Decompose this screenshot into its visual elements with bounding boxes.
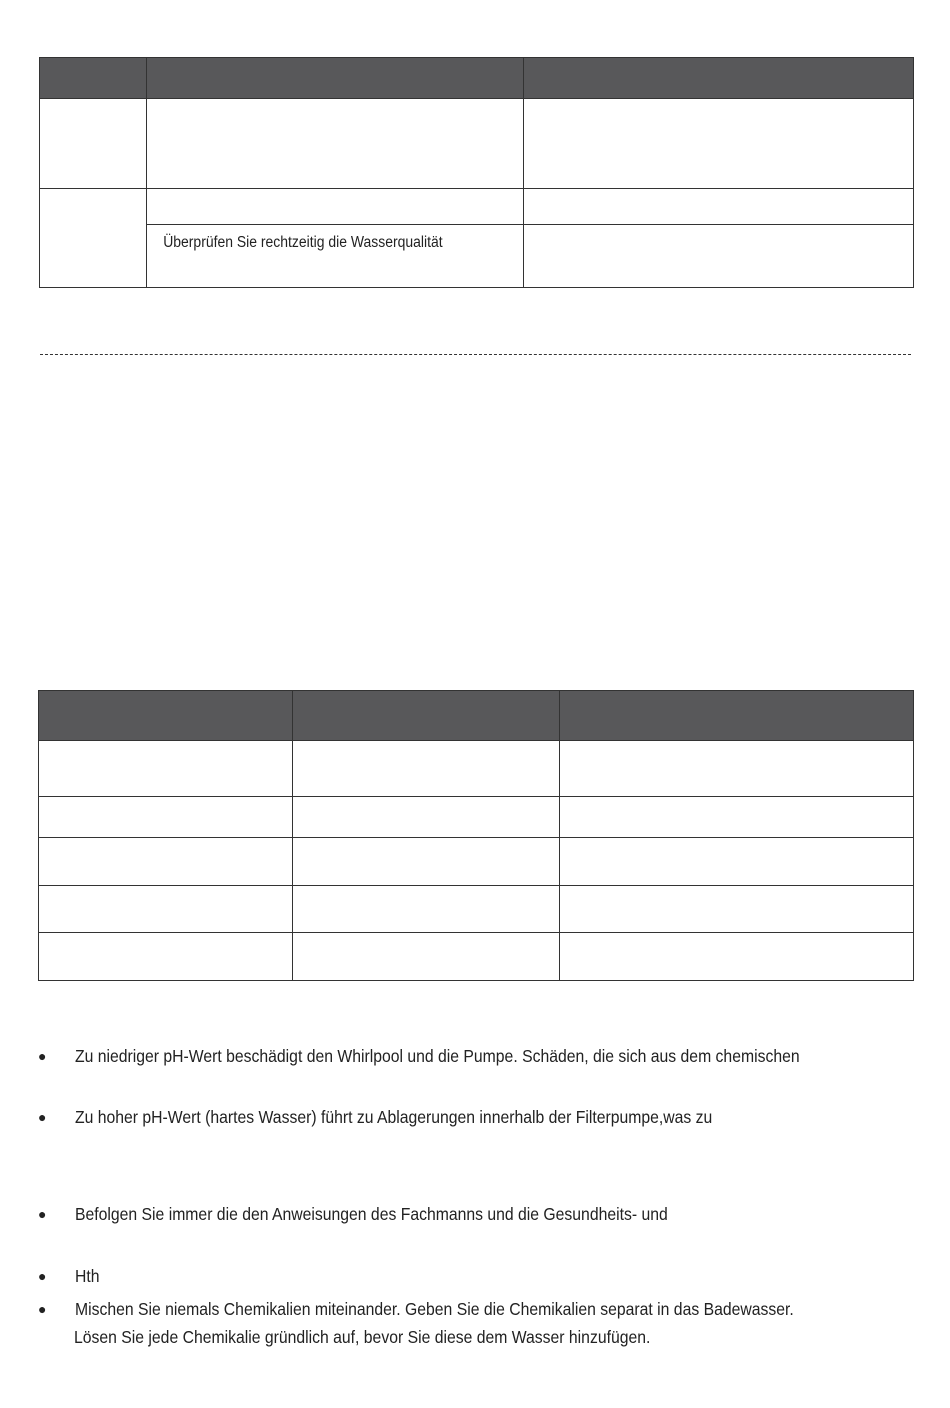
table-cell xyxy=(524,225,914,288)
table-cell xyxy=(293,933,560,981)
table-cell xyxy=(560,797,914,838)
table-cell xyxy=(39,741,293,797)
list-item xyxy=(38,1103,918,1131)
table-cell xyxy=(293,886,560,933)
table-cell xyxy=(39,886,293,933)
bullet-marker: ● xyxy=(38,1109,47,1125)
table-cell xyxy=(293,741,560,797)
water-values-table xyxy=(38,690,914,981)
bullet-marker: ● xyxy=(38,1048,47,1064)
table-header-cell xyxy=(40,58,147,99)
table-row xyxy=(40,189,914,225)
list-item xyxy=(38,1262,918,1290)
table-header-row xyxy=(39,691,914,741)
table-cell xyxy=(147,189,524,225)
table-cell xyxy=(293,797,560,838)
table-header-cell xyxy=(560,691,914,741)
list-item xyxy=(38,1295,918,1351)
table-cell xyxy=(524,189,914,225)
table-header-cell xyxy=(147,58,524,99)
list-item xyxy=(38,1042,918,1070)
table-cell xyxy=(39,933,293,981)
table-cell xyxy=(293,838,560,886)
bullet-text: Befolgen Sie immer die den Anweisungen des Fachmanns und die Gesundheits- und xyxy=(75,1204,668,1224)
dashed-divider xyxy=(40,354,911,355)
table-row xyxy=(39,886,914,933)
table-row xyxy=(39,797,914,838)
table-cell xyxy=(560,838,914,886)
bullet-text: Zu hoher pH-Wert (hartes Wasser) führt zu Ablagerungen innerhalb der Filterpumpe,was zu xyxy=(75,1107,713,1127)
table-cell xyxy=(524,99,914,189)
bullet-marker: ● xyxy=(38,1301,47,1317)
table-cell xyxy=(147,225,524,288)
table-row xyxy=(39,933,914,981)
table-row xyxy=(39,838,914,886)
bullet-marker: ● xyxy=(38,1206,47,1222)
bullet-text: Mischen Sie niemals Chemikalien miteinander. Geben Sie die Chemikalien separat in das Badewasser. xyxy=(75,1299,794,1319)
table-cell xyxy=(39,838,293,886)
table-cell xyxy=(560,741,914,797)
table-row xyxy=(40,225,914,288)
table-header-cell xyxy=(524,58,914,99)
table-cell xyxy=(560,886,914,933)
water-quality-check-text: Überprüfen Sie rechtzeitig die Wasserqualität xyxy=(163,234,443,251)
maintenance-table xyxy=(39,57,914,288)
table-row xyxy=(39,741,914,797)
bullet-text: Zu niedriger pH-Wert beschädigt den Whirlpool und die Pumpe. Schäden, die sich aus dem chemischen xyxy=(75,1046,800,1066)
table-row xyxy=(40,99,914,189)
table-cell xyxy=(40,189,147,288)
bullet-text-continuation: Lösen Sie jede Chemikalie gründlich auf, bevor Sie diese dem Wasser hinzufügen. xyxy=(74,1327,651,1347)
table-cell xyxy=(39,797,293,838)
table-cell xyxy=(40,99,147,189)
bullet-text: Hth xyxy=(75,1266,100,1286)
table-header-cell xyxy=(39,691,293,741)
table-cell xyxy=(147,99,524,189)
bullet-marker: ● xyxy=(38,1268,47,1284)
list-item xyxy=(38,1200,918,1228)
table-cell xyxy=(560,933,914,981)
table-header-cell xyxy=(293,691,560,741)
table-header-row xyxy=(40,58,914,99)
